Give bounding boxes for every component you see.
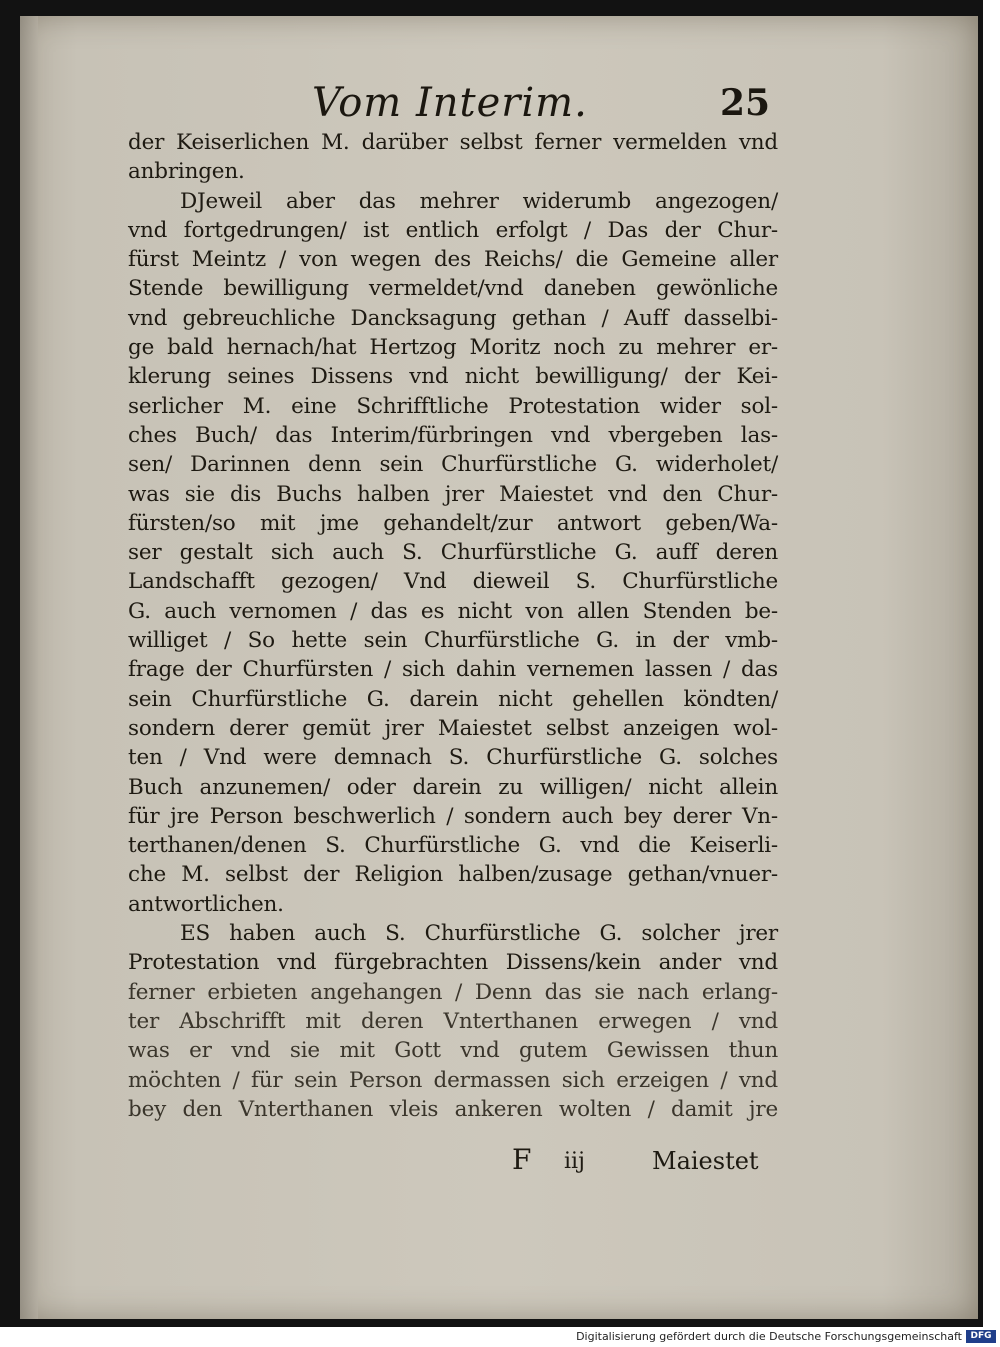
text-line: möchten / für sein Person dermassen sich erzeigen / vnd xyxy=(128,1067,778,1093)
text-line: vnd gebreuchliche Dancksagung gethan / Auff dasselbi- xyxy=(128,305,778,331)
body-text xyxy=(128,128,778,1124)
running-head xyxy=(20,80,978,130)
text-line: Landschafft gezogen/ Vnd dieweil S. Churfürstliche xyxy=(128,569,778,595)
text-line: ES haben auch S. Churfürstliche G. solcher jrer xyxy=(180,921,778,947)
text-line: G. auch vernomen / das es nicht von allen Stenden be- xyxy=(128,598,778,624)
text-line: fürst Meintz / von wegen des Reichs/ die Gemeine aller xyxy=(128,247,778,273)
signature-number: iij xyxy=(564,1149,585,1174)
text-line: ter Abschrifft mit deren Vnterthanen erwegen / vnd xyxy=(128,1008,778,1034)
signature-mark: F xyxy=(512,1143,532,1176)
text-line: terthanen/denen S. Churfürstliche G. vnd die Keiserli- xyxy=(128,833,778,859)
text-line: bey den Vnterthanen vleis ankeren wolten / damit jre xyxy=(128,1096,778,1122)
footer-bar xyxy=(0,1327,1000,1347)
text-line: ser gestalt sich auch S. Churfürstliche G. auff deren xyxy=(128,540,778,566)
catchword: Maiestet xyxy=(652,1147,759,1175)
text-line: DJeweil aber das mehrer widerumb angezogen/ xyxy=(180,188,778,214)
text-line: serlicher M. eine Schrifftliche Protestation wider sol- xyxy=(128,393,778,419)
text-line: ge bald hernach/hat Hertzog Moritz noch zu mehrer er- xyxy=(128,335,778,361)
text-line: Protestation vnd fürgebrachten Dissens/kein ander vnd xyxy=(128,950,778,976)
text-line: antwortlichen. xyxy=(128,891,284,917)
text-line: sen/ Darinnen denn sein Churfürstliche G. widerholet/ xyxy=(128,452,778,478)
digitization-credit: Digitalisierung gefördert durch die Deutsche Forschungsgemeinschaft xyxy=(576,1330,962,1343)
text-line: sondern derer gemüt jrer Maiestet selbst anzeigen wol- xyxy=(128,715,778,741)
text-line: vnd fortgedrungen/ ist entlich erfolgt / Das der Chur- xyxy=(128,217,778,243)
book-page xyxy=(20,16,978,1319)
text-line: der Keiserlichen M. darüber selbst ferner vermelden vnd xyxy=(128,130,778,155)
text-line: Stende bewilligung vermeldet/vnd daneben gewönliche xyxy=(128,276,778,302)
text-line: klerung seines Dissens vnd nicht bewilligung/ der Kei- xyxy=(128,364,778,390)
text-line: ches Buch/ das Interim/fürbringen vnd vbergeben las- xyxy=(128,422,778,448)
running-title: Vom Interim. xyxy=(312,80,588,126)
text-line: anbringen. xyxy=(128,159,245,185)
text-line: sein Churfürstliche G. darein nicht gehellen köndten/ xyxy=(128,686,778,712)
text-line: Buch anzunemen/ oder darein zu willigen/ nicht allein xyxy=(128,774,778,800)
text-line: ten / Vnd were demnach S. Churfürstliche G. solches xyxy=(128,745,778,771)
text-line: für jre Person beschwerlich / sondern auch bey derer Vn- xyxy=(128,803,778,829)
folio-number: 25 xyxy=(720,82,771,124)
page-gutter-edge xyxy=(20,16,38,1319)
text-line: fürsten/so mit jme gehandelt/zur antwort geben/Wa- xyxy=(128,510,778,536)
text-line: ferner erbieten angehangen / Denn das sie nach erlang- xyxy=(128,979,778,1005)
dfg-logo: DFG xyxy=(966,1330,996,1343)
text-line: was er vnd sie mit Gott vnd gutem Gewissen thun xyxy=(128,1038,778,1064)
text-line: was sie dis Buchs halben jrer Maiestet vnd den Chur- xyxy=(128,481,778,507)
text-line: che M. selbst der Religion halben/zusage gethan/vnuer- xyxy=(128,862,778,888)
text-line: williget / So hette sein Churfürstliche G. in der vmb- xyxy=(128,628,778,654)
text-line: frage der Churfürsten / sich dahin vernemen lassen / das xyxy=(128,657,778,683)
